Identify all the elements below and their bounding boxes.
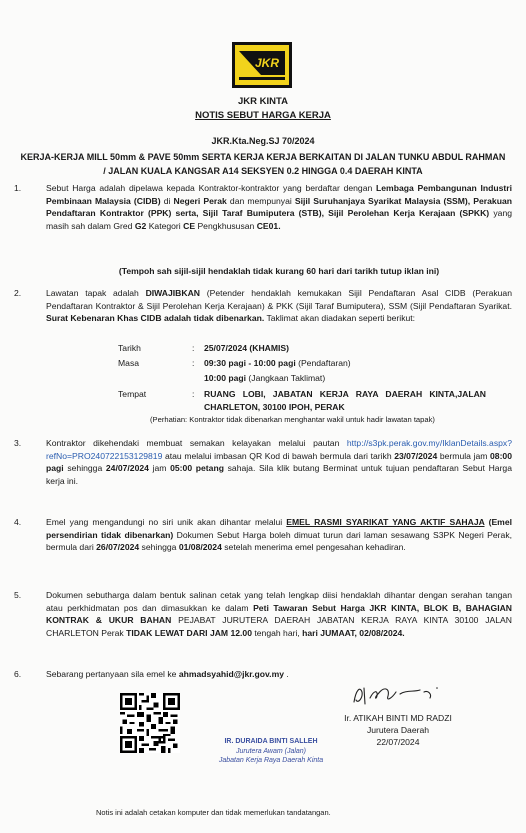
clause-number: 5. [14,590,22,600]
text: . [284,669,289,679]
signature-block [338,712,458,748]
contact-email[interactable]: ahmadsyahid@jkr.gov.my [178,669,284,679]
text: Dokumen Sebut Harga boleh dimuat turun dari laman sesawang S3PK Negeri Perak, bermula dari [46,529,513,553]
text: Pengkhususan [195,220,257,231]
clause-number: 3. [14,438,22,448]
clause-4 [14,516,512,576]
text-bold: CE01. [256,220,281,231]
clause-number: 1. [14,183,22,193]
text-bold: CE [183,220,196,231]
text-bold: Negeri Perak [173,195,227,206]
text: tengah hari, [251,627,303,638]
tarikh-sep: : [192,343,195,353]
text-bold: 26/07/2024 [96,542,140,553]
tempat-value: RUANG LOBI, JABATAN KERJA RAYA DAERAH KINTA,JALAN CHARLETON, 30100 IPOH, PERAK [204,389,486,412]
work-title: KERJA-KERJA MILL 50mm & PAVE 50mm SERTA KERJA KERJA BERKAITAN DI JALAN TUNKU ABDUL RAHMAN / JALAN KUALA KANGSAR A14 SEKSYEN 0.2 HINGGA 0.4 DAERAH KINTA [20,152,506,176]
signature-date: 22/07/2024 [376,737,420,747]
signatory-role: Jurutera Daerah [366,725,430,735]
text-bold: Surat Kebenaran Khas CIDB adalah tidak dibenarkan. [46,313,265,324]
masa-label: Masa [118,358,140,368]
masa-briefing: 10:00 pagi (Jangkaan Taklimat) [204,373,326,383]
text: sahaja. Sila klik butang Berminat untuk tujuan pendaftaran Sebut Harga kerja ini. [46,463,512,486]
text-bold: 24/07/2024 [105,463,149,474]
logo-text: JKR [254,56,280,70]
s3pk-link[interactable]: http://s3pk.perak.gov.my/IklanDetails.aspx?refNo=PRO240722153129819 [46,438,512,461]
clause-body [46,516,512,554]
text: sehingga [139,542,179,553]
footer-note: Notis ini adalah cetakan komputer dan tidak memerlukan tandatangan. [96,808,331,817]
text: Sebut Harga adalah dipelawa kepada Kontraktor-kontraktor yang berdaftar dengan [46,183,377,193]
masa-sep: : [192,358,195,368]
text: setelah menerima emel pengesahan kehadiran. [221,542,406,553]
text: Kontraktor dikehendaki membuat semakan kelayakan melalui pautan [46,438,347,448]
text: (Petender hendaklah kemukakan Sijil Pendaftaran Asal CIDB (Perakuan Pendaftaran Kontraktor & Sijil Perolehan Kerja Kerajaan) & PKK (Sijil Taraf Bumiputera), SSM (Sijil Pendaftaran Syarikat. [46,288,512,311]
text: Lawatan tapak adalah [46,288,146,298]
clause-body [46,668,512,681]
text: Kategori [146,220,184,231]
clause-body [46,287,512,325]
qr-code [120,693,180,753]
tarikh-label: Tarikh [118,343,141,353]
text: Sebarang pertanyaan sila emel ke [46,669,179,679]
clause-2 [14,287,512,341]
text-bold: Lembaga Pembangunan Industri Pembinaan Malaysia (CIDB) [46,183,512,206]
text: jam [148,463,171,474]
text-bold: (Emel persendirian tidak dibenarkan) [46,517,512,540]
clause-5 [14,589,512,661]
clause-number: 2. [14,288,22,298]
stamp-dept: Jabatan Kerja Raya Daerah Kinta [218,757,324,764]
stamp-role: Jurutera Awam (Jalan) [235,747,307,755]
text-bold: hari JUMAAT, 02/08/2024. [302,627,405,638]
text-bold: DIWAJIBKAN [145,288,201,298]
clause-body [46,182,512,232]
text: sehingga [63,463,106,474]
certificate-validity-note: (Tempoh sah sijil-sijil hendaklah tidak kurang 60 hari dari tarikh tutup iklan ini) [118,266,440,276]
clause-body [46,589,512,639]
stamp-name: IR. DURAIDA BINTI SALLEH [224,738,318,745]
text: Dokumen sebutharga dalam bentuk salinan cetak yang telah lengkap diisi hendaklah dihantar dengan serahan tangan atau perkhidmatan pos dan dimasukkan ke dalam [46,590,512,613]
text-bold: 01/08/2024 [178,542,222,553]
text-bold: Sijil Suruhanjaya Syarikat Malaysia (SSM), Perakuan Pendaftaran Kontraktor (PPK) serta, Sijil Taraf Bumiputera (STB), Sijil Perolehan Kerja Kerajaan (SPKK) [46,195,512,219]
text: PEJABAT JURUTERA DAERAH JABATAN KERJA RAYA KINTA 30100 JALAN CHARLETON Perak [46,615,512,638]
text-bold: 08:00 pagi [46,450,512,474]
text: dan mempunyai [226,195,295,206]
site-visit-warning: (Perhatian: Kontraktor tidak dibenarkan menghantar wakil untuk hadir lawatan tapak) [150,415,435,424]
text: atau melalui imbasan QR Kod di bawah bermula dari tarikh [162,450,395,461]
text: Taklimat akan diadakan seperti berikut: [264,313,416,324]
officer-stamp [206,737,336,766]
reference-number: JKR.Kta.Neg.SJ 70/2024 [211,136,315,146]
text: bermula jam [437,450,491,461]
clause-number: 4. [14,517,22,527]
clause-1 [14,182,512,262]
text: Emel yang mengandungi no siri unik akan dihantar melalui [46,517,287,527]
signatory-name: Ir. ATIKAH BINTI MD RADZI [344,713,452,723]
tarikh-value: 25/07/2024 (KHAMIS) [204,343,290,353]
handwritten-signature [344,680,444,710]
text-bold: TIDAK LEWAT DARI JAM 12.00 [126,627,252,638]
text-bold: 05:00 petang [170,463,224,474]
notice-title: NOTIS SEBUT HARGA KERJA [195,110,331,121]
clause-number: 6. [14,669,22,679]
clause-body [46,437,512,487]
text-bold: Peti Tawaran Sebut Harga JKR KINTA, BLOK B, BAHAGIAN KONTRAK & UKUR BAHAN [46,602,513,626]
text: yang masih sah dalam Gred [46,208,512,231]
text-bold: G2 [134,220,147,231]
org-name: JKR KINTA [238,96,288,107]
masa-registration: 09:30 pagi - 10:00 pagi (Pendaftaran) [204,358,351,368]
jkr-logo [231,41,293,89]
tempat-sep: : [192,389,195,399]
text-bold: 23/07/2024 [394,450,438,461]
text-bold-underline: EMEL RASMI SYARIKAT YANG AKTIF SAHAJA [286,517,485,527]
tempat-label: Tempat [118,389,147,399]
clause-3 [14,437,512,503]
text: di [160,195,174,206]
